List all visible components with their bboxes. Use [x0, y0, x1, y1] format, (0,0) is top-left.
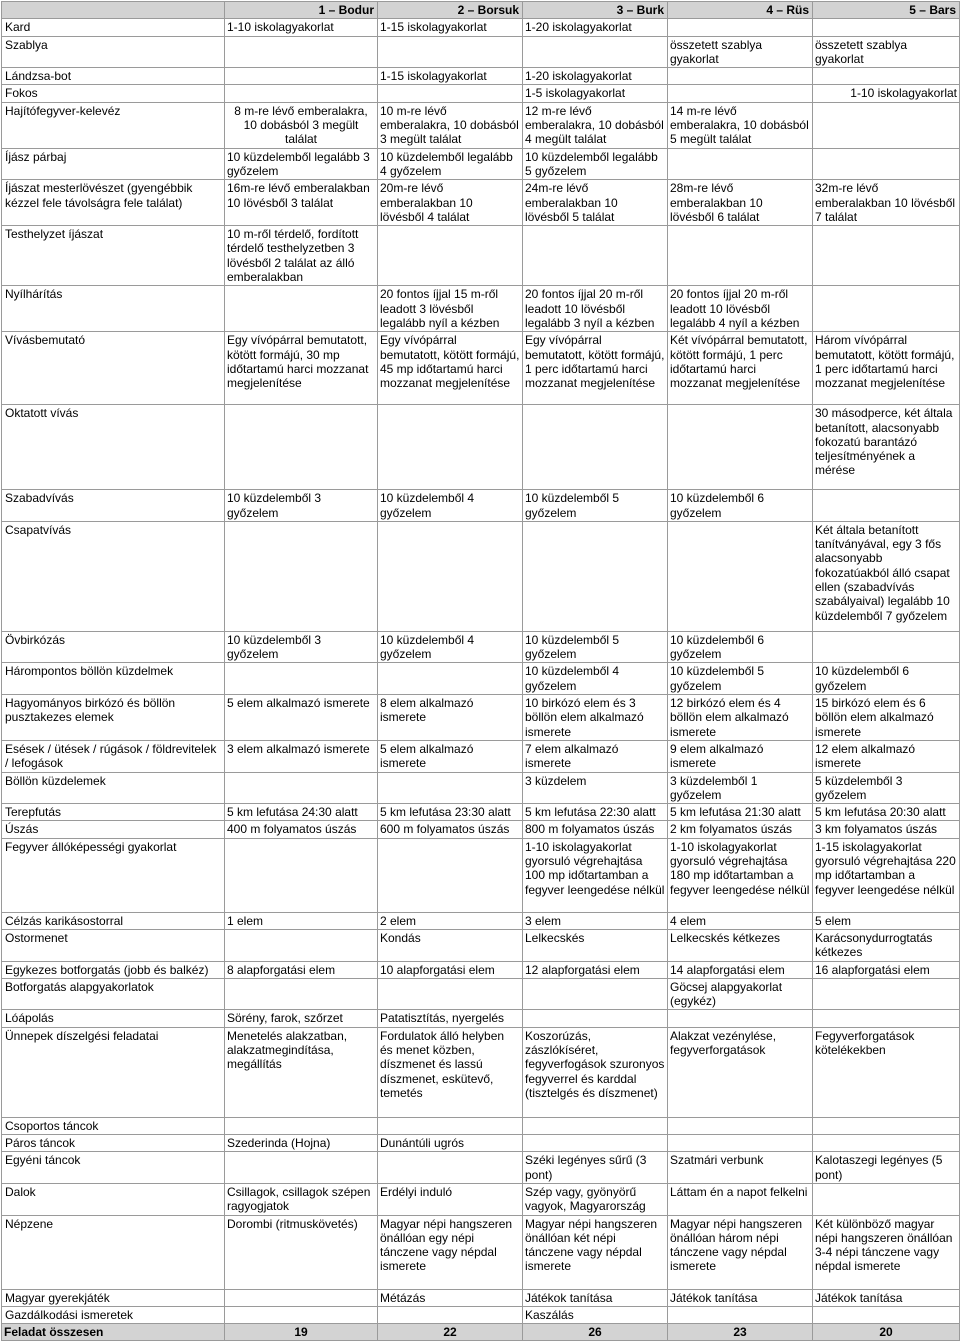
cell-level-2 — [378, 772, 523, 804]
cell-level-3: 10 birkózó elem és 3 böllön elem alkalmazó ismerete — [523, 695, 668, 741]
cell-level-1: 400 m folyamatos úszás — [225, 821, 378, 838]
cell-level-3: 20 fontos íjjal 20 m-ről leadott 10 lövésből legalább 3 nyíl a kézben — [523, 286, 668, 332]
cell-level-1 — [225, 1152, 378, 1184]
cell-level-5: összetett szablya gyakorlat — [813, 36, 960, 68]
row-label: Oktatott vívás — [2, 405, 225, 490]
table-row — [2, 286, 960, 332]
cell-level-3: Kaszálás — [523, 1306, 668, 1323]
cell-level-4: 10 küzdelemből 6 győzelem — [668, 490, 813, 522]
cell-level-1 — [225, 405, 378, 490]
cell-level-3: 5 km lefutása 22:30 alatt — [523, 804, 668, 821]
cell-level-4: 5 km lefutása 21:30 alatt — [668, 804, 813, 821]
cell-level-2: 20m-re lévő emberalakban 10 lövésből 4 találat — [378, 180, 523, 226]
table-row — [2, 978, 960, 1010]
cell-level-1: 16m-re lévő emberalakban 10 lövésből 3 találat — [225, 180, 378, 226]
cell-level-3: Széki legényes sűrű (3 pont) — [523, 1152, 668, 1184]
cell-level-5: 12 elem alkalmazó ismerete — [813, 740, 960, 772]
cell-level-2 — [378, 36, 523, 68]
cell-level-5 — [813, 631, 960, 663]
table-row — [2, 1289, 960, 1306]
cell-level-1: Sörény, farok, szőrzet — [225, 1010, 378, 1027]
cell-level-2: Dunántúli ugrós — [378, 1135, 523, 1152]
cell-level-2: Patatisztítás, nyergelés — [378, 1010, 523, 1027]
cell-level-1: 1 elem — [225, 912, 378, 929]
cell-level-2 — [378, 1117, 523, 1134]
cell-level-5 — [813, 226, 960, 286]
cell-level-3 — [523, 521, 668, 631]
header-level-3: 3 – Burk — [523, 2, 668, 19]
cell-level-2 — [378, 405, 523, 490]
cell-level-3: Egy vívópárral bemutatott, kötött formájú, 1 perc időtartamú harci mozzanat megjelenítése — [523, 332, 668, 405]
cell-level-1: 5 elem alkalmazó ismerete — [225, 695, 378, 741]
cell-level-2 — [378, 1152, 523, 1184]
table-row — [2, 912, 960, 929]
cell-level-5: 5 km lefutása 20:30 alatt — [813, 804, 960, 821]
cell-level-3: Magyar népi hangszeren önállóan két népi tánczene vagy népdal ismerete — [523, 1215, 668, 1289]
cell-level-2: Magyar népi hangszeren önállóan egy népi tánczene vagy népdal ismerete — [378, 1215, 523, 1289]
cell-level-5 — [813, 102, 960, 148]
cell-level-4 — [668, 1010, 813, 1027]
row-label: Célzás karikásostorral — [2, 912, 225, 929]
cell-level-2: 10 küzdelemből legalább 4 győzelem — [378, 148, 523, 180]
cell-level-2: 5 km lefutása 23:30 alatt — [378, 804, 523, 821]
row-label: Vívásbemutató — [2, 332, 225, 405]
cell-level-2: 5 elem alkalmazó ismerete — [378, 740, 523, 772]
total-level-1: 19 — [225, 1324, 378, 1341]
cell-level-4: 9 elem alkalmazó ismerete — [668, 740, 813, 772]
cell-level-2: 10 m-re lévő emberalakra, 10 dobásból 3 megült találat — [378, 102, 523, 148]
table-row — [2, 1135, 960, 1152]
table-row — [2, 226, 960, 286]
cell-level-5: Játékok tanítása — [813, 1289, 960, 1306]
row-label: Terepfutás — [2, 804, 225, 821]
row-label: Csoportos táncok — [2, 1117, 225, 1134]
cell-level-3: 1-10 iskolagyakorlat gyorsuló végrehajtása 100 mp időtartamban a fegyver leengedése nélkül — [523, 838, 668, 912]
cell-level-2: 1-15 iskolagyakorlat — [378, 68, 523, 85]
cell-level-5 — [813, 1010, 960, 1027]
row-label: Fegyver állóképességi gyakorlat — [2, 838, 225, 912]
cell-level-4: 1-10 iskolagyakorlat gyorsuló végrehajtása 180 mp időtartamban a fegyver leengedése nélkül — [668, 838, 813, 912]
table-row — [2, 838, 960, 912]
row-label: Szabadvívás — [2, 490, 225, 522]
cell-level-3: 12 alapforgatási elem — [523, 961, 668, 978]
total-level-5: 20 — [813, 1324, 960, 1341]
cell-level-3: 1-5 iskolagyakorlat — [523, 85, 668, 102]
cell-level-1: Egy vívópárral bemutatott, kötött formájú, 30 mp időtartamú harci mozzanat megjelenítése — [225, 332, 378, 405]
cell-level-4: Láttam én a napot felkelni — [668, 1183, 813, 1215]
cell-level-3 — [523, 1117, 668, 1134]
row-label: Hajítófegyver-kelevéz — [2, 102, 225, 148]
cell-level-4: 3 küzdelemből 1 győzelem — [668, 772, 813, 804]
cell-level-1 — [225, 978, 378, 1010]
cell-level-1: Menetelés alakzatban, alakzatmegindítása, megállítás — [225, 1027, 378, 1117]
cell-level-4 — [668, 19, 813, 36]
row-label: Egyéni táncok — [2, 1152, 225, 1184]
cell-level-4: 14 m-re lévő emberalakra, 10 dobásból 5 megült találat — [668, 102, 813, 148]
cell-level-1: 5 km lefutása 24:30 alatt — [225, 804, 378, 821]
cell-level-5: 15 birkózó elem és 6 böllön elem alkalmazó ismerete — [813, 695, 960, 741]
cell-level-4: 4 elem — [668, 912, 813, 929]
cell-level-3: 10 küzdelemből 5 győzelem — [523, 631, 668, 663]
table-row — [2, 961, 960, 978]
total-level-3: 26 — [523, 1324, 668, 1341]
cell-level-5: 1-10 iskolagyakorlat — [813, 85, 960, 102]
cell-level-5 — [813, 1183, 960, 1215]
cell-level-5: 5 elem — [813, 912, 960, 929]
row-label: Csapatvívás — [2, 521, 225, 631]
cell-level-3: 3 küzdelem — [523, 772, 668, 804]
cell-level-4 — [668, 521, 813, 631]
total-label: Feladat összesen — [2, 1324, 225, 1341]
cell-level-1: Csillagok, csillagok szépen ragyogjatok — [225, 1183, 378, 1215]
table-row — [2, 521, 960, 631]
cell-level-5: 1-15 iskolagyakorlat gyorsuló végrehajtása 220 mp időtartamban a fegyver leengedése nélkül — [813, 838, 960, 912]
cell-level-1 — [225, 772, 378, 804]
cell-level-2: 10 alapforgatási elem — [378, 961, 523, 978]
cell-level-2 — [378, 1306, 523, 1323]
cell-level-1: 10 küzdelemből legalább 3 győzelem — [225, 148, 378, 180]
cell-level-3: 10 küzdelemből 4 győzelem — [523, 663, 668, 695]
cell-level-5: Három vívópárral bemutatott, kötött formájú, 1 perc időtartamú harci mozzanat megjelenítése — [813, 332, 960, 405]
cell-level-5 — [813, 148, 960, 180]
cell-level-1 — [225, 838, 378, 912]
table-row — [2, 36, 960, 68]
cell-level-2: 600 m folyamatos úszás — [378, 821, 523, 838]
row-label: Szablya — [2, 36, 225, 68]
row-label: Páros táncok — [2, 1135, 225, 1152]
total-level-2: 22 — [378, 1324, 523, 1341]
row-label: Hagyományos birkózó és böllön pusztakezes elemek — [2, 695, 225, 741]
cell-level-1 — [225, 663, 378, 695]
cell-level-1: 10 m-ről térdelő, fordított térdelő testhelyzetben 3 lövésből 2 találat az álló emberalakban — [225, 226, 378, 286]
cell-level-1 — [225, 68, 378, 85]
cell-level-2: Erdélyi induló — [378, 1183, 523, 1215]
cell-level-3: 800 m folyamatos úszás — [523, 821, 668, 838]
cell-level-4: 10 küzdelemből 6 győzelem — [668, 631, 813, 663]
row-label: Kard — [2, 19, 225, 36]
cell-level-1 — [225, 85, 378, 102]
cell-level-3: 7 elem alkalmazó ismerete — [523, 740, 668, 772]
cell-level-2 — [378, 663, 523, 695]
cell-level-2 — [378, 838, 523, 912]
total-level-4: 23 — [668, 1324, 813, 1341]
cell-level-4 — [668, 1117, 813, 1134]
cell-level-1 — [225, 1306, 378, 1323]
cell-level-4: 14 alapforgatási elem — [668, 961, 813, 978]
cell-level-1: 8 alapforgatási elem — [225, 961, 378, 978]
cell-level-1: 10 küzdelemből 3 győzelem — [225, 631, 378, 663]
cell-level-4: Magyar népi hangszeren önállóan három népi tánczene vagy népdal ismerete — [668, 1215, 813, 1289]
cell-level-5: 16 alapforgatási elem — [813, 961, 960, 978]
cell-level-3 — [523, 405, 668, 490]
table-row — [2, 1215, 960, 1289]
row-label: Egykezes botforgatás (jobb és balkéz) — [2, 961, 225, 978]
table-row — [2, 1027, 960, 1117]
row-label: Övbirkózás — [2, 631, 225, 663]
cell-level-4 — [668, 226, 813, 286]
table-row — [2, 631, 960, 663]
cell-level-5: Kalotaszegi legényes (5 pont) — [813, 1152, 960, 1184]
cell-level-5 — [813, 1306, 960, 1323]
cell-level-1: 1-10 iskolagyakorlat — [225, 19, 378, 36]
row-label: Íjász párbaj — [2, 148, 225, 180]
cell-level-4: 20 fontos íjjal 20 m-ről leadott 10 lövésből legalább 4 nyíl a kézben — [668, 286, 813, 332]
cell-level-4 — [668, 1306, 813, 1323]
cell-level-2: Egy vívópárral bemutatott, kötött formájú, 45 mp időtartamú harci mozzanat megjelenítése — [378, 332, 523, 405]
cell-level-1: 8 m-re lévő emberalakra, 10 dobásból 3 megült találat — [225, 102, 378, 148]
cell-level-1: 10 küzdelemből 3 győzelem — [225, 490, 378, 522]
header-level-2: 2 – Borsuk — [378, 2, 523, 19]
cell-level-5 — [813, 286, 960, 332]
row-label: Fokos — [2, 85, 225, 102]
table-row — [2, 1117, 960, 1134]
row-label: Dalok — [2, 1183, 225, 1215]
cell-level-5: Két általa betanított tanítványával, egy 3 fős alacsonyabb fokozatúakból álló csapat ellen (szabadvívás szabályaival) legalább 10 küzdelemből 7 győzelem — [813, 521, 960, 631]
cell-level-2: 10 küzdelemből 4 győzelem — [378, 631, 523, 663]
cell-level-1: 3 elem alkalmazó ismerete — [225, 740, 378, 772]
table-row — [2, 821, 960, 838]
table-row — [2, 1306, 960, 1323]
requirements-table — [1, 1, 960, 1341]
cell-level-4: Szatmári verbunk — [668, 1152, 813, 1184]
cell-level-3: 10 küzdelemből 5 győzelem — [523, 490, 668, 522]
cell-level-4 — [668, 68, 813, 85]
row-label: Botforgatás alapgyakorlatok — [2, 978, 225, 1010]
table-row — [2, 1010, 960, 1027]
cell-level-2: 20 fontos íjjal 15 m-ről leadott 3 lövésből legalább nyíl a kézben — [378, 286, 523, 332]
cell-level-5 — [813, 1135, 960, 1152]
row-label: Hárompontos böllön küzdelmek — [2, 663, 225, 695]
cell-level-4: 28m-re lévő emberalakban 10 lövésből 6 találat — [668, 180, 813, 226]
cell-level-3: 10 küzdelemből legalább 5 győzelem — [523, 148, 668, 180]
cell-level-2: Métázás — [378, 1289, 523, 1306]
table-row — [2, 85, 960, 102]
cell-level-3: 1-20 iskolagyakorlat — [523, 68, 668, 85]
header-level-4: 4 – Rüs — [668, 2, 813, 19]
cell-level-5: 10 küzdelemből 6 győzelem — [813, 663, 960, 695]
row-label: Esések / ütések / rúgások / földrevitelek / lefogások — [2, 740, 225, 772]
cell-level-2: 1-15 iskolagyakorlat — [378, 19, 523, 36]
table-row — [2, 772, 960, 804]
cell-level-4: összetett szablya gyakorlat — [668, 36, 813, 68]
table-row — [2, 405, 960, 490]
table-row — [2, 1183, 960, 1215]
table-row — [2, 1152, 960, 1184]
cell-level-4: Göcsej alapgyakorlat (egykéz) — [668, 978, 813, 1010]
table-row — [2, 695, 960, 741]
table-row — [2, 102, 960, 148]
cell-level-1: Szederinda (Hojna) — [225, 1135, 378, 1152]
cell-level-3 — [523, 1135, 668, 1152]
cell-level-5: 30 másodperce, két általa betanított, alacsonyabb fokozatú barantázó teljesítményének a mérése — [813, 405, 960, 490]
cell-level-4 — [668, 148, 813, 180]
header-row — [2, 2, 960, 19]
cell-level-5: 32m-re lévő emberalakban 10 lövésből 7 találat — [813, 180, 960, 226]
cell-level-5: 3 km folyamatos úszás — [813, 821, 960, 838]
cell-level-2: Kondás — [378, 929, 523, 961]
cell-level-3: 1-20 iskolagyakorlat — [523, 19, 668, 36]
cell-level-4 — [668, 405, 813, 490]
cell-level-2: 10 küzdelemből 4 győzelem — [378, 490, 523, 522]
cell-level-4: 2 km folyamatos úszás — [668, 821, 813, 838]
cell-level-1 — [225, 286, 378, 332]
cell-level-2: 2 elem — [378, 912, 523, 929]
cell-level-1: Dorombi (ritmuskövetés) — [225, 1215, 378, 1289]
table-row — [2, 929, 960, 961]
cell-level-3: 24m-re lévő emberalakban 10 lövésből 5 találat — [523, 180, 668, 226]
table-row — [2, 148, 960, 180]
cell-level-2 — [378, 85, 523, 102]
cell-level-1 — [225, 36, 378, 68]
row-label: Gazdálkodási ismeretek — [2, 1306, 225, 1323]
cell-level-3 — [523, 36, 668, 68]
cell-level-4 — [668, 1135, 813, 1152]
row-label: Nyílhárítás — [2, 286, 225, 332]
cell-level-3 — [523, 226, 668, 286]
cell-level-3: Játékok tanítása — [523, 1289, 668, 1306]
cell-level-5 — [813, 490, 960, 522]
cell-level-4: 10 küzdelemből 5 győzelem — [668, 663, 813, 695]
table-row — [2, 19, 960, 36]
row-label: Úszás — [2, 821, 225, 838]
row-label: Lóápolás — [2, 1010, 225, 1027]
cell-level-4: Lelkecskés kétkezes — [668, 929, 813, 961]
header-level-1: 1 – Bodur — [225, 2, 378, 19]
cell-level-5 — [813, 19, 960, 36]
row-label: Ünnepek díszelgési feladatai — [2, 1027, 225, 1117]
table-row — [2, 804, 960, 821]
cell-level-4: 12 birkózó elem és 4 böllön elem alkalmazó ismerete — [668, 695, 813, 741]
cell-level-2: 8 elem alkalmazó ismerete — [378, 695, 523, 741]
table-row — [2, 740, 960, 772]
table-row — [2, 68, 960, 85]
row-label: Lándzsa-bot — [2, 68, 225, 85]
cell-level-2 — [378, 226, 523, 286]
cell-level-5: Karácsonydurrogtatás kétkezes — [813, 929, 960, 961]
header-level-5: 5 – Bars — [813, 2, 960, 19]
row-label: Magyar gyerekjáték — [2, 1289, 225, 1306]
cell-level-4: Játékok tanítása — [668, 1289, 813, 1306]
header-corner — [2, 2, 225, 19]
cell-level-5: 5 küzdelemből 3 győzelem — [813, 772, 960, 804]
cell-level-4 — [668, 85, 813, 102]
cell-level-1 — [225, 929, 378, 961]
cell-level-1 — [225, 1117, 378, 1134]
total-row — [2, 1324, 960, 1341]
table-row — [2, 332, 960, 405]
cell-level-3 — [523, 1010, 668, 1027]
row-label: Böllön küzdelemek — [2, 772, 225, 804]
row-label: Népzene — [2, 1215, 225, 1289]
cell-level-2 — [378, 521, 523, 631]
row-label: Ostormenet — [2, 929, 225, 961]
cell-level-4: Két vívópárral bemutatott, kötött formájú, 1 perc időtartamú harci mozzanat megjelenítése — [668, 332, 813, 405]
row-label: Íjászat mesterlövészet (gyengébbik kézzel fele távolságra fele találat) — [2, 180, 225, 226]
cell-level-2: Fordulatok álló helyben és menet közben, díszmenet és lassú díszmenet, eskütevő, temetés — [378, 1027, 523, 1117]
cell-level-5: Két különböző magyar népi hangszeren önállóan 3-4 népi tánczene vagy népdal ismerete — [813, 1215, 960, 1289]
cell-level-3: Koszorúzás, zászlókíséret, fegyverfogások szuronyos fegyverrel és karddal (tisztelgés és díszmenet) — [523, 1027, 668, 1117]
table-row — [2, 180, 960, 226]
cell-level-3: 3 elem — [523, 912, 668, 929]
cell-level-4: Alakzat vezénylése, fegyverforgatások — [668, 1027, 813, 1117]
cell-level-3: Szép vagy, gyönyörű vagyok, Magyarország — [523, 1183, 668, 1215]
cell-level-5 — [813, 68, 960, 85]
cell-level-5 — [813, 1117, 960, 1134]
cell-level-3: Lelkecskés — [523, 929, 668, 961]
row-label: Testhelyzet íjászat — [2, 226, 225, 286]
cell-level-3: 12 m-re lévő emberalakra, 10 dobásból 4 megült találat — [523, 102, 668, 148]
cell-level-2 — [378, 978, 523, 1010]
cell-level-5: Fegyverforgatások kötelékekben — [813, 1027, 960, 1117]
cell-level-1 — [225, 521, 378, 631]
table-row — [2, 663, 960, 695]
table-row — [2, 490, 960, 522]
cell-level-1 — [225, 1289, 378, 1306]
cell-level-3 — [523, 978, 668, 1010]
cell-level-5 — [813, 978, 960, 1010]
